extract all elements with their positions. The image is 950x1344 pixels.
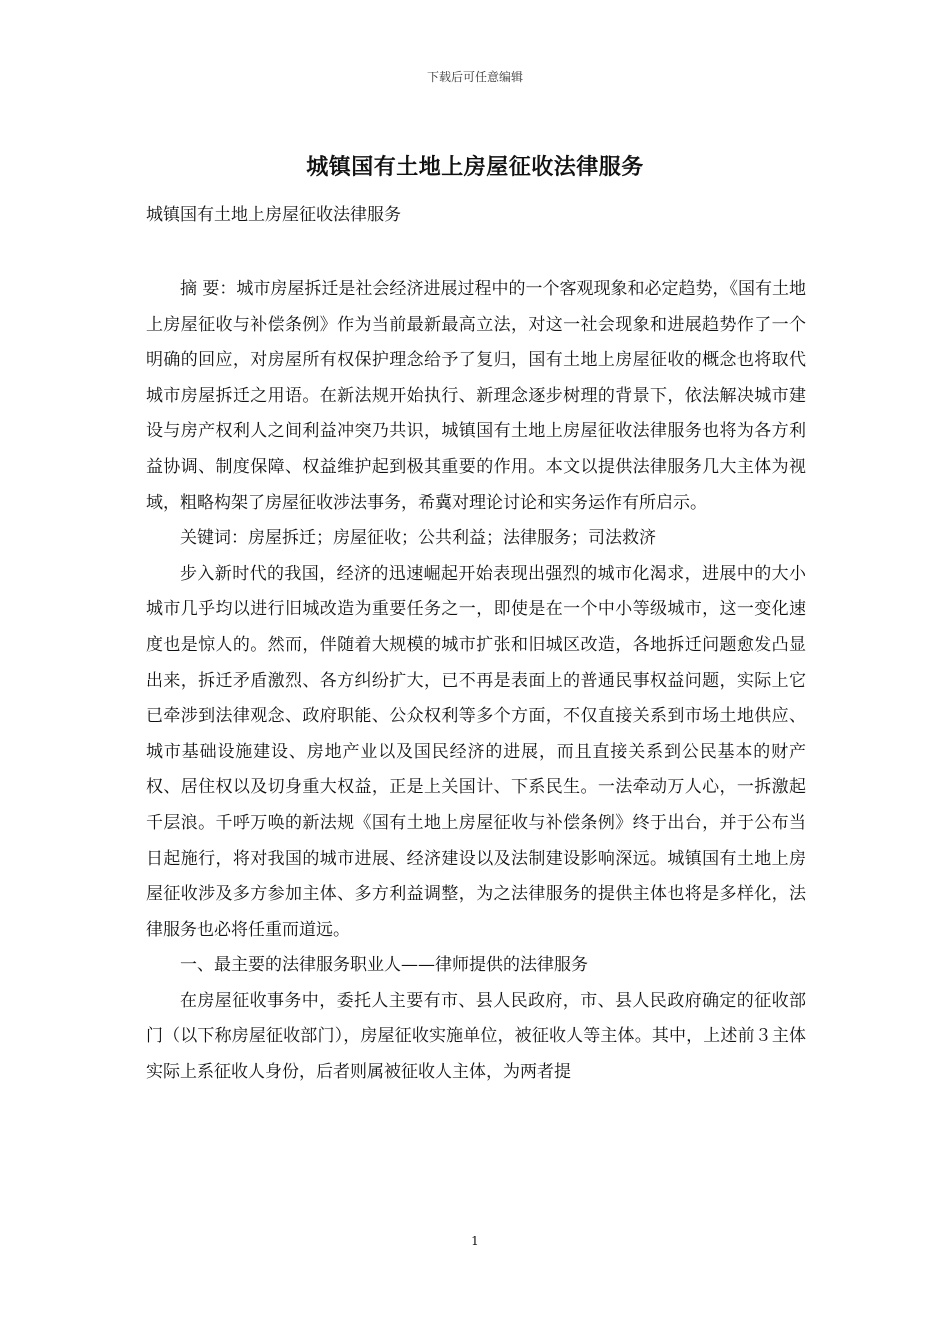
document-body xyxy=(146,272,806,1091)
page-number: 1 xyxy=(471,1234,479,1248)
body-paragraph: 步入新时代的我国，经济的迅速崛起开始表现出强烈的城市化渴求，进展中的大小城市几乎均以进行旧城改造为重要任务之一，即使是在一个中小等级城市，这一变化速度也是惊人的。然而，伴随着大规模的城市扩张和旧城区改造，各地拆迁问题愈发凸显出来，拆迁矛盾激烈、各方纠纷扩大，已不再是表面上的普通民事权益问题，实际上它已牵涉到法律观念、政府职能、公众权利等多个方面，不仅直接关系到市场土地供应、城市基础设施建设、房地产业以及国民经济的进展，而且直接关系到公民基本的财产权、居住权以及切身重大权益，正是上关国计、下系民生。一法牵动万人心，一拆激起千层浪。千呼万唤的新法规《国有土地上房屋征收与补偿条例》终于出台，并于公布当日起施行，将对我国的城市进展、经济建设以及法制建设影响深远。城镇国有土地上房屋征收涉及多方参加主体、多方利益调整，为之法律服务的提供主体也将是多样化，法律服务也必将任重而道远。 xyxy=(146,563,806,940)
section-heading: 一、最主要的法律服务职业人——律师提供的法律服务 xyxy=(180,955,588,976)
document-subtitle: 城镇国有土地上房屋征收法律服务 xyxy=(146,205,401,225)
abstract-paragraph: 摘 要：城市房屋拆迁是社会经济进展过程中的一个客观现象和必定趋势，《国有土地上房屋征收与补偿条例》作为当前最新最高立法，对这一社会现象和进展趋势作了一个明确的回应，对房屋所有权保护理念给予了复归，国有土地上房屋征收的概念也将取代城市房屋拆迁之用语。在新法规开始执行、新理念逐步树理的背景下，依法解决城市建设与房产权利人之间利益冲突乃共识，城镇国有土地上房屋征收法律服务也将为各方利益协调、制度保障、权益维护起到极其重要的作用。本文以提供法律服务几大主体为视域，粗略构架了房屋征收涉法事务，希冀对理论讨论和实务运作有所启示。 xyxy=(146,279,806,513)
header-note: 下载后可任意编辑 xyxy=(426,70,523,84)
document-title: 城镇国有土地上房屋征收法律服务 xyxy=(306,154,644,180)
body-paragraph: 在房屋征收事务中，委托人主要有市、县人民政府，市、县人民政府确定的征收部门（以下称房屋征收部门），房屋征收实施单位，被征收人等主体。其中，上述前３主体实际上系征收人身份，后者则属被征收人主体，为两者提 xyxy=(146,990,806,1083)
keywords-paragraph: 关键词：房屋拆迁；房屋征收；公共利益；法律服务；司法救济 xyxy=(180,528,656,549)
